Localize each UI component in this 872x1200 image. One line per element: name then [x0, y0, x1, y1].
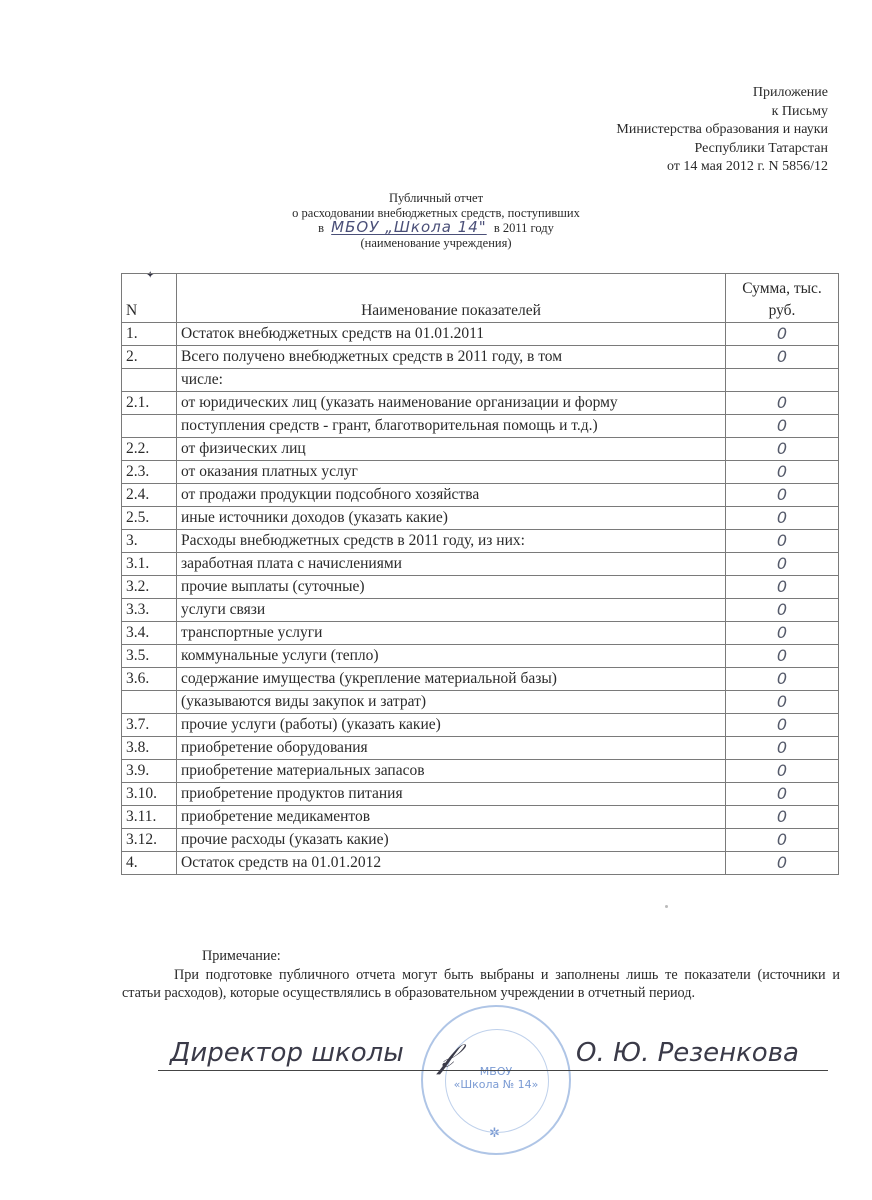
- signer-name-handwritten: О. Ю. Резенкова: [576, 1038, 799, 1068]
- row-sum: 0: [726, 691, 839, 714]
- appendix-line: к Письму: [771, 103, 828, 119]
- row-number: 3.2.: [122, 576, 177, 599]
- row-number: [122, 415, 177, 438]
- ink-mark: ✦: [146, 270, 155, 281]
- table-row: [122, 461, 839, 484]
- row-sum: [726, 369, 839, 392]
- row-sum: 0: [726, 714, 839, 737]
- row-sum: 0: [726, 806, 839, 829]
- row-name: Остаток средств на 01.01.2012: [177, 852, 726, 875]
- title-suffix: в 2011 году: [493, 221, 554, 235]
- table-row: [122, 668, 839, 691]
- row-sum: 0: [726, 760, 839, 783]
- appendix-line: от 14 мая 2012 г. N 5856/12: [666, 159, 828, 174]
- table-header-row: [122, 274, 839, 323]
- row-name: заработная плата с начислениями: [177, 553, 726, 576]
- row-name: прочие услуги (работы) (указать какие): [177, 714, 726, 737]
- stamp-line-2: «Школа № 14»: [453, 1078, 539, 1091]
- row-number: 3.1.: [122, 553, 177, 576]
- table-row: [122, 852, 839, 875]
- row-number: 3.6.: [122, 668, 177, 691]
- table-row: [122, 530, 839, 553]
- row-name: приобретение медикаментов: [177, 806, 726, 829]
- signer-position-handwritten: Директор школы: [170, 1038, 404, 1068]
- row-name: поступления средств - грант, благотворительная помощь и т.д.): [177, 415, 726, 438]
- row-number: 3.10.: [122, 783, 177, 806]
- row-name: приобретение оборудования: [177, 737, 726, 760]
- table-row: [122, 323, 839, 346]
- row-number: 3.12.: [122, 829, 177, 852]
- row-sum: 0: [726, 829, 839, 852]
- report-table: [121, 273, 839, 875]
- row-number: 2.2.: [122, 438, 177, 461]
- row-sum: 0: [726, 346, 839, 369]
- institution-name-handwritten: МБОУ „Школа 14": [331, 218, 487, 236]
- title-line-1: Публичный отчет: [388, 191, 484, 205]
- header-n: N: [122, 274, 177, 323]
- row-number: 3.8.: [122, 737, 177, 760]
- row-sum: 0: [726, 599, 839, 622]
- row-name: Остаток внебюджетных средств на 01.01.2011: [177, 323, 726, 346]
- table-row: [122, 484, 839, 507]
- row-number: [122, 691, 177, 714]
- table-row: [122, 760, 839, 783]
- table-row: [122, 507, 839, 530]
- row-name: коммунальные услуги (тепло): [177, 645, 726, 668]
- row-number: 2.3.: [122, 461, 177, 484]
- row-name: от юридических лиц (указать наименование организации и форму: [177, 392, 726, 415]
- row-name: приобретение материальных запасов: [177, 760, 726, 783]
- row-sum: 0: [726, 553, 839, 576]
- row-name: содержание имущества (укрепление материальной базы): [177, 668, 726, 691]
- scan-speck: [665, 905, 668, 908]
- appendix-line: Приложение: [752, 85, 828, 100]
- row-sum: 0: [726, 392, 839, 415]
- row-number: 3.3.: [122, 599, 177, 622]
- table-row: [122, 691, 839, 714]
- table-row: [122, 553, 839, 576]
- row-sum: 0: [726, 484, 839, 507]
- table-row: [122, 392, 839, 415]
- appendix-line: Республики Татарстан: [694, 140, 828, 156]
- table-row: [122, 622, 839, 645]
- row-sum: 0: [726, 438, 839, 461]
- title-line-4: (наименование учреждения): [360, 235, 512, 250]
- row-name: Всего получено внебюджетных средств в 2011 году, в том: [177, 346, 726, 369]
- row-sum: 0: [726, 737, 839, 760]
- row-name: услуги связи: [177, 599, 726, 622]
- table-row: [122, 714, 839, 737]
- row-sum: 0: [726, 323, 839, 346]
- signature-scribble: 𝒻: [438, 1036, 454, 1076]
- table-row: [122, 783, 839, 806]
- table-row: [122, 438, 839, 461]
- table-row: [122, 737, 839, 760]
- row-sum: 0: [726, 622, 839, 645]
- row-sum: 0: [726, 415, 839, 438]
- row-name: прочие расходы (указать какие): [177, 829, 726, 852]
- note-body: При подготовке публичного отчета могут быть выбраны и заполнены лишь те показатели (источники и статьи расходов), которые осуществлялись в образовательном учреждении в отчетный период.: [122, 966, 840, 1001]
- row-number: 3.11.: [122, 806, 177, 829]
- table-row: [122, 645, 839, 668]
- row-sum: 0: [726, 530, 839, 553]
- row-name: иные источники доходов (указать какие): [177, 507, 726, 530]
- row-number: [122, 369, 177, 392]
- title-line-2: о расходовании внебюджетных средств, поступивших: [292, 205, 580, 220]
- row-number: 2.1.: [122, 392, 177, 415]
- table-row: [122, 806, 839, 829]
- row-number: 3.5.: [122, 645, 177, 668]
- row-number: 2.4.: [122, 484, 177, 507]
- row-name: от физических лиц: [177, 438, 726, 461]
- table-row: [122, 415, 839, 438]
- row-number: 4.: [122, 852, 177, 875]
- row-number: 3.7.: [122, 714, 177, 737]
- stamp-line-1: МБОУ: [479, 1065, 513, 1078]
- row-sum: 0: [726, 461, 839, 484]
- official-stamp: [421, 1005, 571, 1155]
- table-row: [122, 599, 839, 622]
- table-row: [122, 346, 839, 369]
- row-number: 3.4.: [122, 622, 177, 645]
- row-name: приобретение продуктов питания: [177, 783, 726, 806]
- row-name: числе:: [177, 369, 726, 392]
- header-name: Наименование показателей: [177, 274, 726, 323]
- table-row: [122, 829, 839, 852]
- row-number: 3.: [122, 530, 177, 553]
- note-section: [122, 947, 840, 1003]
- appendix-line: Министерства образования и науки: [616, 122, 828, 137]
- table-row: [122, 576, 839, 599]
- row-name: прочие выплаты (суточные): [177, 576, 726, 599]
- row-number: 3.9.: [122, 760, 177, 783]
- row-name: транспортные услуги: [177, 622, 726, 645]
- row-number: 2.5.: [122, 507, 177, 530]
- row-name: от оказания платных услуг: [177, 461, 726, 484]
- row-name: от продажи продукции подсобного хозяйства: [177, 484, 726, 507]
- row-name: (указываются виды закупок и затрат): [177, 691, 726, 714]
- row-sum: 0: [726, 507, 839, 530]
- title-line-3: [0, 220, 872, 236]
- report-title: [0, 191, 872, 250]
- stamp-star-icon: ✲: [489, 1125, 500, 1140]
- table-row: [122, 369, 839, 392]
- note-title: Примечание:: [202, 948, 281, 964]
- row-name: Расходы внебюджетных средств в 2011 году, из них:: [177, 530, 726, 553]
- row-sum: 0: [726, 852, 839, 875]
- header-sum: Сумма, тыс. руб.: [726, 274, 839, 323]
- row-sum: 0: [726, 668, 839, 691]
- row-number: 1.: [122, 323, 177, 346]
- row-sum: 0: [726, 783, 839, 806]
- row-sum: 0: [726, 576, 839, 599]
- row-number: 2.: [122, 346, 177, 369]
- title-prefix: в: [318, 221, 325, 235]
- appendix-header: [616, 84, 828, 177]
- row-sum: 0: [726, 645, 839, 668]
